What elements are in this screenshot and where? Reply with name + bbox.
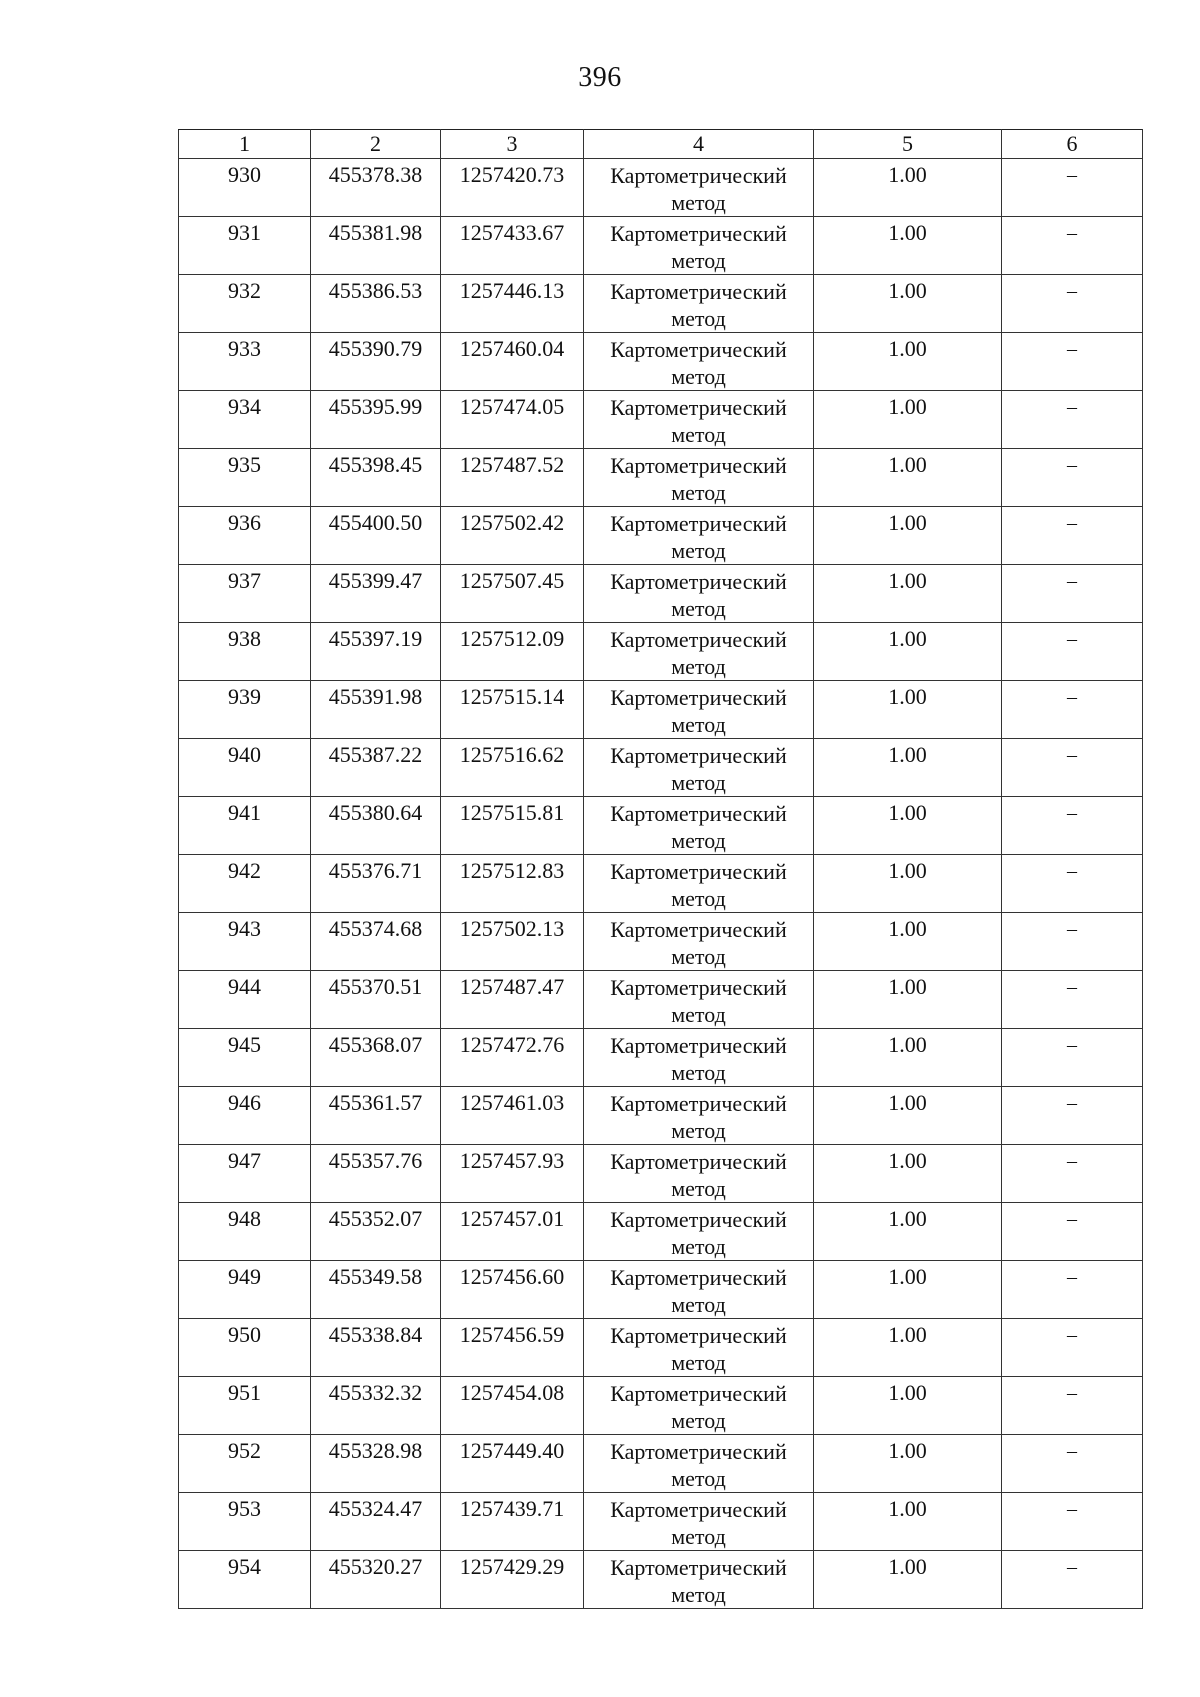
- x-coordinate-cell: 455380.64: [311, 797, 441, 855]
- point-number-cell: 940: [179, 739, 311, 797]
- method-cell: Картометрический метод: [584, 855, 814, 913]
- accuracy-cell: 1.00: [814, 623, 1002, 681]
- y-coordinate-cell: 1257487.52: [441, 449, 584, 507]
- table-row: [179, 1551, 1143, 1609]
- y-coordinate-cell: 1257512.83: [441, 855, 584, 913]
- table-row: [179, 333, 1143, 391]
- point-number-cell: 943: [179, 913, 311, 971]
- x-coordinate-cell: 455352.07: [311, 1203, 441, 1261]
- method-cell: Картометрический метод: [584, 1203, 814, 1261]
- x-coordinate-cell: 455376.71: [311, 855, 441, 913]
- accuracy-cell: 1.00: [814, 217, 1002, 275]
- x-coordinate-cell: 455374.68: [311, 913, 441, 971]
- accuracy-cell: 1.00: [814, 333, 1002, 391]
- y-coordinate-cell: 1257429.29: [441, 1551, 584, 1609]
- table-row: [179, 797, 1143, 855]
- y-coordinate-cell: 1257515.14: [441, 681, 584, 739]
- accuracy-cell: 1.00: [814, 449, 1002, 507]
- table-body: [179, 159, 1143, 1609]
- point-number-cell: 948: [179, 1203, 311, 1261]
- y-coordinate-cell: 1257456.60: [441, 1261, 584, 1319]
- table-row: [179, 565, 1143, 623]
- note-cell: –: [1002, 1493, 1143, 1551]
- note-cell: –: [1002, 1203, 1143, 1261]
- note-cell: –: [1002, 971, 1143, 1029]
- x-coordinate-cell: 455400.50: [311, 507, 441, 565]
- x-coordinate-cell: 455368.07: [311, 1029, 441, 1087]
- table-row: [179, 507, 1143, 565]
- x-coordinate-cell: 455378.38: [311, 159, 441, 217]
- note-cell: –: [1002, 1319, 1143, 1377]
- method-cell: Картометрический метод: [584, 449, 814, 507]
- accuracy-cell: 1.00: [814, 1029, 1002, 1087]
- table-row: [179, 913, 1143, 971]
- table-row: [179, 1319, 1143, 1377]
- x-coordinate-cell: 455391.98: [311, 681, 441, 739]
- accuracy-cell: 1.00: [814, 1319, 1002, 1377]
- accuracy-cell: 1.00: [814, 1551, 1002, 1609]
- header-cell-2: 2: [311, 130, 441, 159]
- note-cell: –: [1002, 275, 1143, 333]
- table-row: [179, 391, 1143, 449]
- accuracy-cell: 1.00: [814, 681, 1002, 739]
- y-coordinate-cell: 1257457.01: [441, 1203, 584, 1261]
- note-cell: –: [1002, 217, 1143, 275]
- method-cell: Картометрический метод: [584, 1551, 814, 1609]
- y-coordinate-cell: 1257457.93: [441, 1145, 584, 1203]
- point-number-cell: 934: [179, 391, 311, 449]
- y-coordinate-cell: 1257487.47: [441, 971, 584, 1029]
- header-cell-4: 4: [584, 130, 814, 159]
- accuracy-cell: 1.00: [814, 1145, 1002, 1203]
- accuracy-cell: 1.00: [814, 275, 1002, 333]
- note-cell: –: [1002, 1145, 1143, 1203]
- point-number-cell: 938: [179, 623, 311, 681]
- accuracy-cell: 1.00: [814, 1493, 1002, 1551]
- x-coordinate-cell: 455370.51: [311, 971, 441, 1029]
- method-cell: Картометрический метод: [584, 681, 814, 739]
- accuracy-cell: 1.00: [814, 565, 1002, 623]
- x-coordinate-cell: 455357.76: [311, 1145, 441, 1203]
- method-cell: Картометрический метод: [584, 1319, 814, 1377]
- point-number-cell: 936: [179, 507, 311, 565]
- point-number-cell: 939: [179, 681, 311, 739]
- note-cell: –: [1002, 1377, 1143, 1435]
- note-cell: –: [1002, 797, 1143, 855]
- method-cell: Картометрический метод: [584, 1261, 814, 1319]
- table-row: [179, 681, 1143, 739]
- y-coordinate-cell: 1257454.08: [441, 1377, 584, 1435]
- note-cell: –: [1002, 1551, 1143, 1609]
- point-number-cell: 935: [179, 449, 311, 507]
- x-coordinate-cell: 455328.98: [311, 1435, 441, 1493]
- accuracy-cell: 1.00: [814, 1203, 1002, 1261]
- x-coordinate-cell: 455338.84: [311, 1319, 441, 1377]
- point-number-cell: 937: [179, 565, 311, 623]
- method-cell: Картометрический метод: [584, 1493, 814, 1551]
- point-number-cell: 947: [179, 1145, 311, 1203]
- method-cell: Картометрический метод: [584, 971, 814, 1029]
- accuracy-cell: 1.00: [814, 159, 1002, 217]
- x-coordinate-cell: 455381.98: [311, 217, 441, 275]
- y-coordinate-cell: 1257439.71: [441, 1493, 584, 1551]
- point-number-cell: 951: [179, 1377, 311, 1435]
- y-coordinate-cell: 1257460.04: [441, 333, 584, 391]
- table-row: [179, 1203, 1143, 1261]
- note-cell: –: [1002, 333, 1143, 391]
- page-number: 396: [578, 62, 622, 93]
- y-coordinate-cell: 1257446.13: [441, 275, 584, 333]
- y-coordinate-cell: 1257456.59: [441, 1319, 584, 1377]
- method-cell: Картометрический метод: [584, 565, 814, 623]
- header-cell-1: 1: [179, 130, 311, 159]
- accuracy-cell: 1.00: [814, 1261, 1002, 1319]
- table-row: [179, 1029, 1143, 1087]
- method-cell: Картометрический метод: [584, 1087, 814, 1145]
- point-number-cell: 932: [179, 275, 311, 333]
- note-cell: –: [1002, 1029, 1143, 1087]
- y-coordinate-cell: 1257512.09: [441, 623, 584, 681]
- x-coordinate-cell: 455397.19: [311, 623, 441, 681]
- table-row: [179, 217, 1143, 275]
- header-cell-3: 3: [441, 130, 584, 159]
- method-cell: Картометрический метод: [584, 739, 814, 797]
- header-cell-5: 5: [814, 130, 1002, 159]
- y-coordinate-cell: 1257433.67: [441, 217, 584, 275]
- header-cell-6: 6: [1002, 130, 1143, 159]
- table-row: [179, 1435, 1143, 1493]
- x-coordinate-cell: 455324.47: [311, 1493, 441, 1551]
- point-number-cell: 941: [179, 797, 311, 855]
- method-cell: Картометрический метод: [584, 391, 814, 449]
- note-cell: –: [1002, 855, 1143, 913]
- table-row: [179, 971, 1143, 1029]
- y-coordinate-cell: 1257515.81: [441, 797, 584, 855]
- note-cell: –: [1002, 449, 1143, 507]
- accuracy-cell: 1.00: [814, 1087, 1002, 1145]
- x-coordinate-cell: 455332.32: [311, 1377, 441, 1435]
- table-row: [179, 1377, 1143, 1435]
- table-row: [179, 449, 1143, 507]
- table-row: [179, 623, 1143, 681]
- note-cell: –: [1002, 507, 1143, 565]
- header-row: [179, 130, 1143, 159]
- table-header: [179, 130, 1143, 159]
- x-coordinate-cell: 455361.57: [311, 1087, 441, 1145]
- method-cell: Картометрический метод: [584, 623, 814, 681]
- accuracy-cell: 1.00: [814, 1377, 1002, 1435]
- method-cell: Картометрический метод: [584, 1145, 814, 1203]
- method-cell: Картометрический метод: [584, 159, 814, 217]
- table-row: [179, 1145, 1143, 1203]
- point-number-cell: 950: [179, 1319, 311, 1377]
- table-row: [179, 1087, 1143, 1145]
- point-number-cell: 954: [179, 1551, 311, 1609]
- note-cell: –: [1002, 1087, 1143, 1145]
- accuracy-cell: 1.00: [814, 507, 1002, 565]
- point-number-cell: 931: [179, 217, 311, 275]
- method-cell: Картометрический метод: [584, 333, 814, 391]
- table-row: [179, 1261, 1143, 1319]
- accuracy-cell: 1.00: [814, 391, 1002, 449]
- method-cell: Картометрический метод: [584, 797, 814, 855]
- accuracy-cell: 1.00: [814, 797, 1002, 855]
- method-cell: Картометрический метод: [584, 275, 814, 333]
- method-cell: Картометрический метод: [584, 217, 814, 275]
- coordinates-table: [178, 129, 1143, 1609]
- point-number-cell: 933: [179, 333, 311, 391]
- note-cell: –: [1002, 739, 1143, 797]
- note-cell: –: [1002, 1261, 1143, 1319]
- note-cell: –: [1002, 623, 1143, 681]
- y-coordinate-cell: 1257474.05: [441, 391, 584, 449]
- x-coordinate-cell: 455320.27: [311, 1551, 441, 1609]
- table-row: [179, 855, 1143, 913]
- method-cell: Картометрический метод: [584, 913, 814, 971]
- x-coordinate-cell: 455387.22: [311, 739, 441, 797]
- y-coordinate-cell: 1257472.76: [441, 1029, 584, 1087]
- point-number-cell: 952: [179, 1435, 311, 1493]
- table-row: [179, 275, 1143, 333]
- accuracy-cell: 1.00: [814, 855, 1002, 913]
- note-cell: –: [1002, 565, 1143, 623]
- accuracy-cell: 1.00: [814, 739, 1002, 797]
- accuracy-cell: 1.00: [814, 913, 1002, 971]
- note-cell: –: [1002, 391, 1143, 449]
- x-coordinate-cell: 455395.99: [311, 391, 441, 449]
- point-number-cell: 945: [179, 1029, 311, 1087]
- y-coordinate-cell: 1257461.03: [441, 1087, 584, 1145]
- method-cell: Картометрический метод: [584, 1029, 814, 1087]
- method-cell: Картометрический метод: [584, 507, 814, 565]
- accuracy-cell: 1.00: [814, 1435, 1002, 1493]
- x-coordinate-cell: 455398.45: [311, 449, 441, 507]
- accuracy-cell: 1.00: [814, 971, 1002, 1029]
- note-cell: –: [1002, 1435, 1143, 1493]
- point-number-cell: 949: [179, 1261, 311, 1319]
- point-number-cell: 953: [179, 1493, 311, 1551]
- coordinates-table-container: [178, 129, 1142, 1609]
- y-coordinate-cell: 1257502.13: [441, 913, 584, 971]
- x-coordinate-cell: 455390.79: [311, 333, 441, 391]
- point-number-cell: 946: [179, 1087, 311, 1145]
- y-coordinate-cell: 1257449.40: [441, 1435, 584, 1493]
- y-coordinate-cell: 1257507.45: [441, 565, 584, 623]
- table-row: [179, 739, 1143, 797]
- note-cell: –: [1002, 913, 1143, 971]
- x-coordinate-cell: 455399.47: [311, 565, 441, 623]
- y-coordinate-cell: 1257502.42: [441, 507, 584, 565]
- note-cell: –: [1002, 681, 1143, 739]
- point-number-cell: 944: [179, 971, 311, 1029]
- table-row: [179, 1493, 1143, 1551]
- y-coordinate-cell: 1257516.62: [441, 739, 584, 797]
- method-cell: Картометрический метод: [584, 1377, 814, 1435]
- x-coordinate-cell: 455386.53: [311, 275, 441, 333]
- note-cell: –: [1002, 159, 1143, 217]
- table-row: [179, 159, 1143, 217]
- x-coordinate-cell: 455349.58: [311, 1261, 441, 1319]
- point-number-cell: 942: [179, 855, 311, 913]
- method-cell: Картометрический метод: [584, 1435, 814, 1493]
- y-coordinate-cell: 1257420.73: [441, 159, 584, 217]
- point-number-cell: 930: [179, 159, 311, 217]
